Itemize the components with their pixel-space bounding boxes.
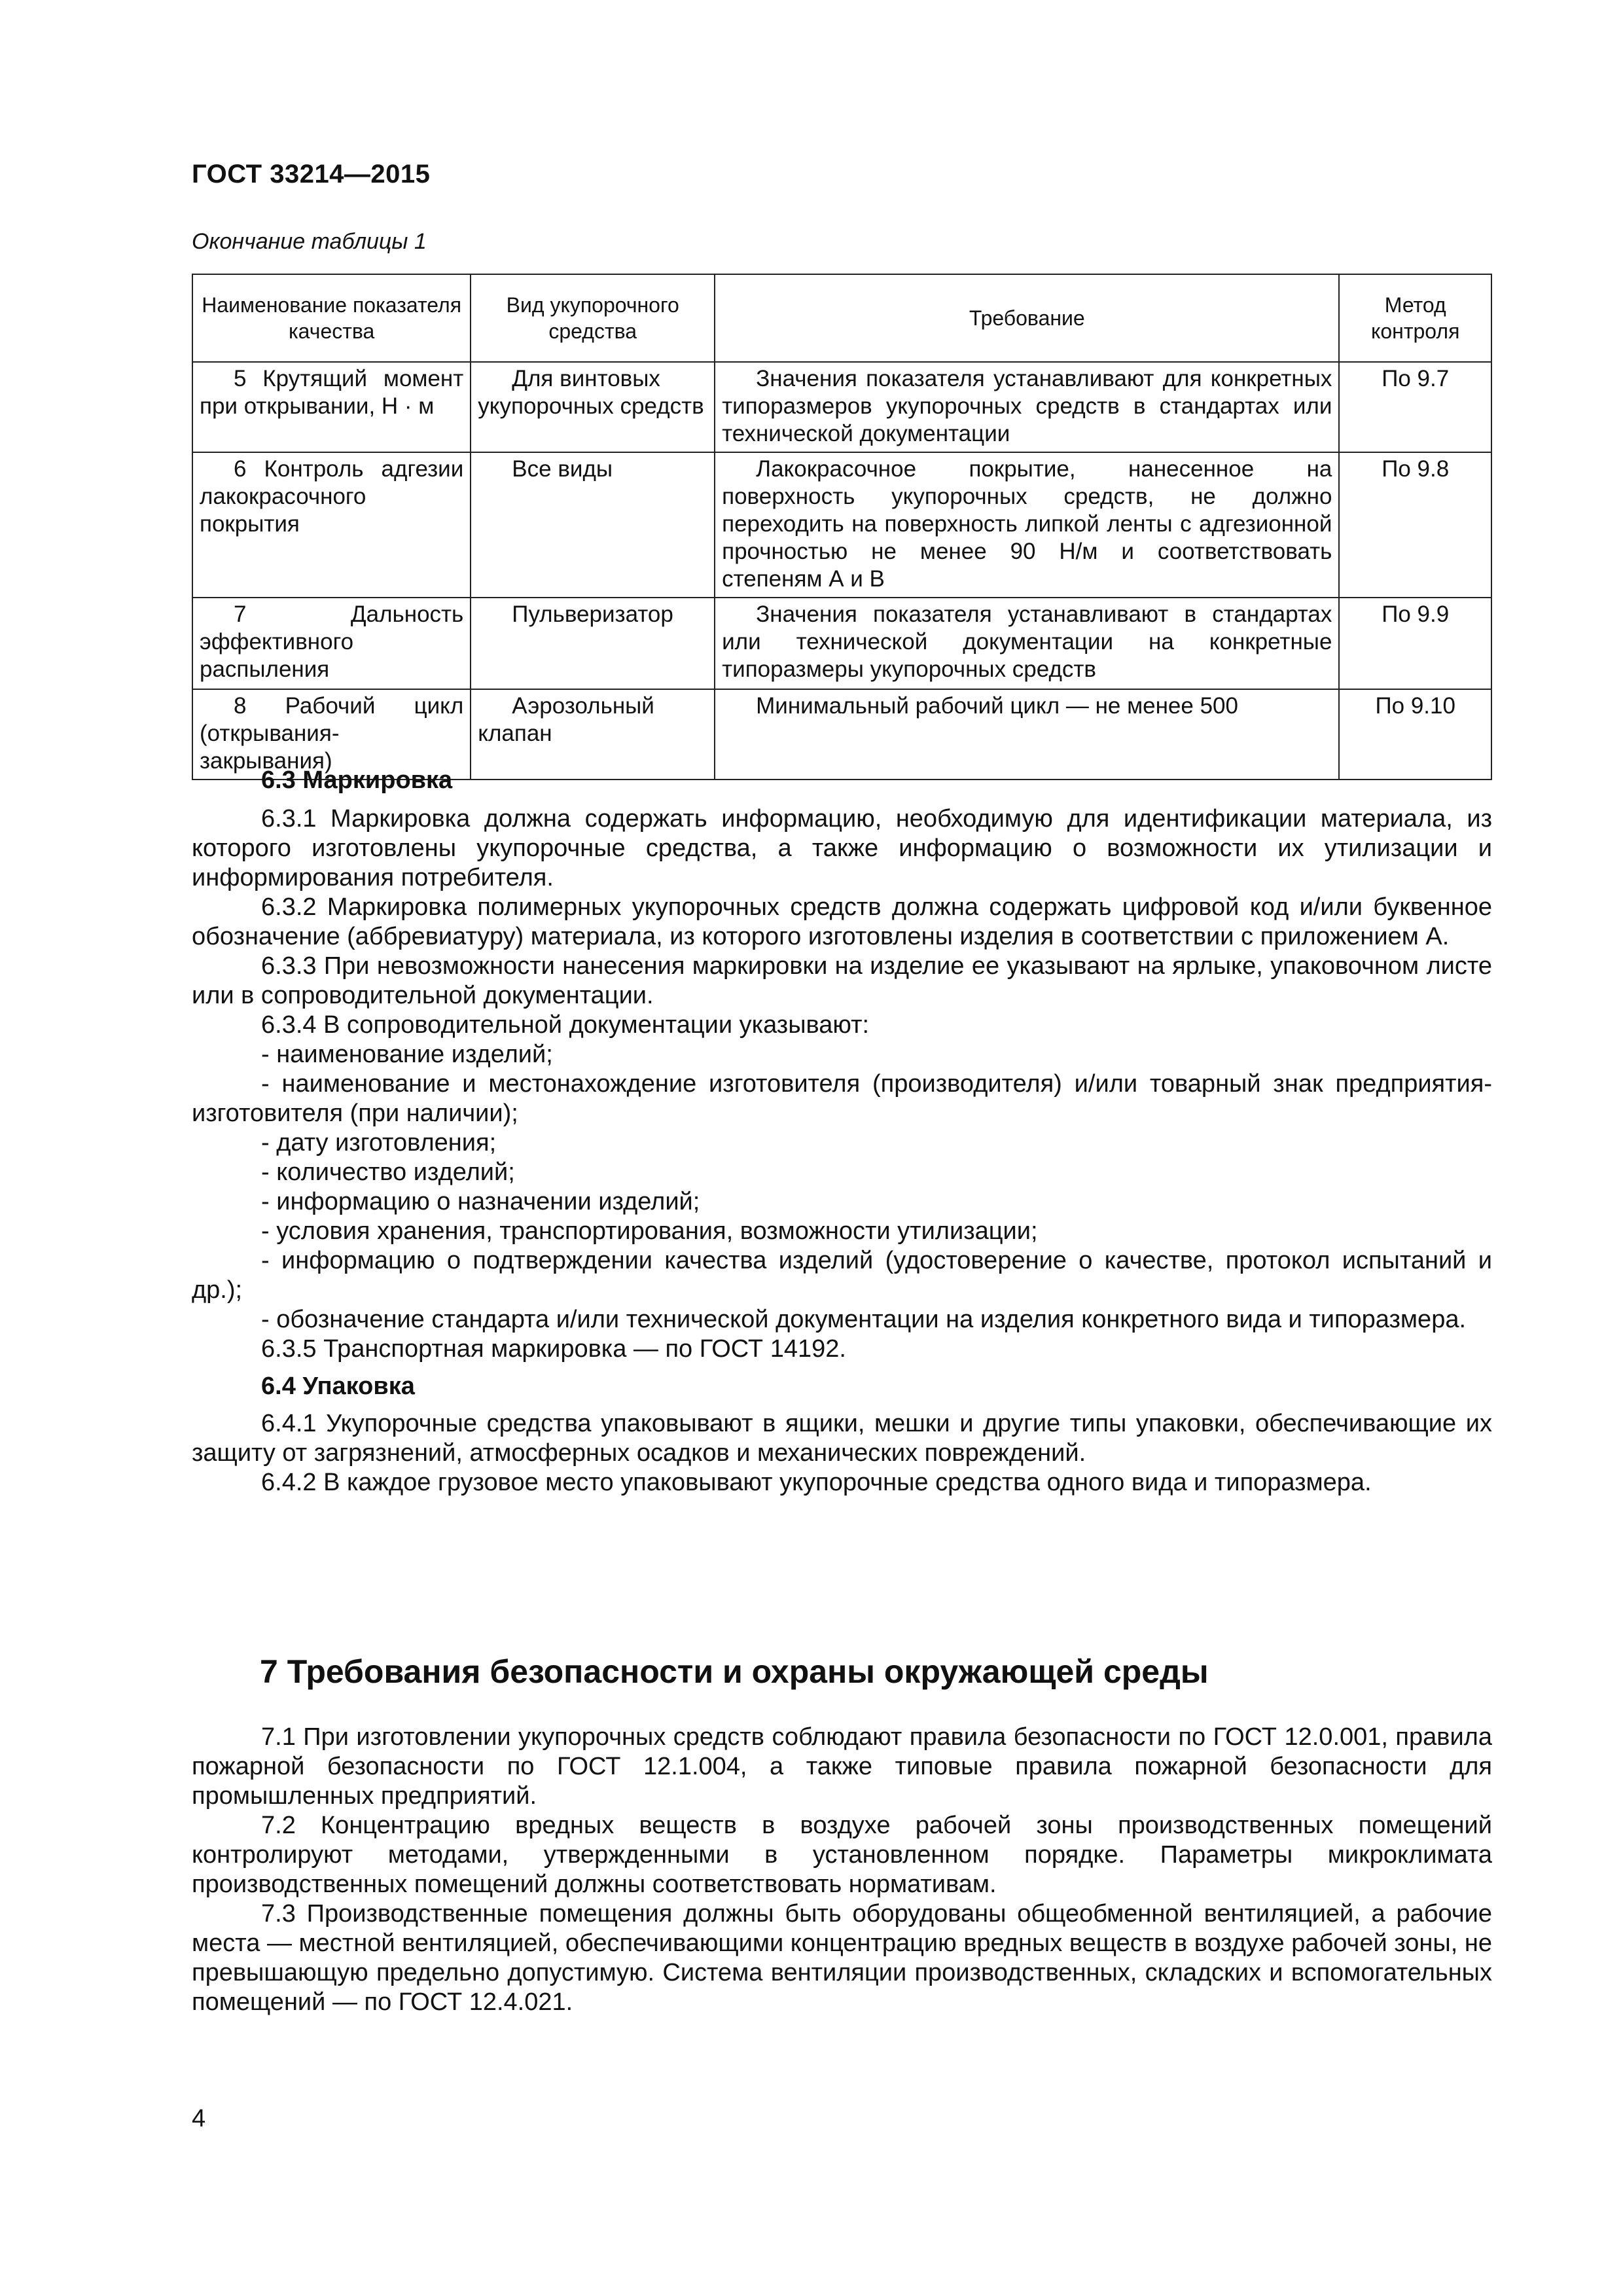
cell-indicator: 7 Дальность эффективного распыления xyxy=(192,598,471,689)
cell-indicator: 8 Рабочий цикл (открывания-закрывания) xyxy=(192,689,471,780)
cell-indicator: 6 Контроль адгезии лакокрасочного покрытия xyxy=(192,452,471,598)
cell-method: По 9.8 xyxy=(1339,452,1491,598)
section-title: 6.3 Маркировка xyxy=(261,766,453,794)
column-header-method: Метод контроля xyxy=(1339,274,1491,362)
paragraph: 6.4.2 В каждое грузовое место упаковывают укупорочные средства одного вида и типоразмера. xyxy=(261,1469,1372,1496)
section-7 xyxy=(192,1723,1492,2017)
table-row xyxy=(192,362,1491,452)
column-header-indicator: Наименование показателя качества xyxy=(192,274,471,362)
cell-method: По 9.10 xyxy=(1339,689,1491,780)
cell-type: Все виды xyxy=(471,452,715,598)
column-header-requirement: Требование xyxy=(715,274,1339,362)
paragraph: 7.1 При изготовлении укупорочных средств соблюдают правила безопасности по ГОСТ 12.0.001, правила пожарной безопасности по ГОСТ 12.1.004, а также типовые правила пожарной безопасности для промышленных предприятий. xyxy=(192,1723,1492,1810)
paragraph: 7.2 Концентрацию вредных веществ в воздухе рабочей зоны производственных помещений контролируют методами, утвержденными в установленном порядке. Параметры микроклимата производственных помещений должны соответствовать нормативам. xyxy=(192,1812,1492,1898)
paragraph: 6.4.1 Укупорочные средства упаковывают в ящики, мешки и другие типы упаковки, обеспечивающие их защиту от загрязнений, атмосферных осадков и механических повреждений. xyxy=(192,1410,1492,1467)
list-item: - количество изделий; xyxy=(261,1158,515,1186)
list-item: - дату изготовления; xyxy=(261,1129,497,1157)
list-item: - информацию о назначении изделий; xyxy=(261,1188,700,1215)
column-header-type: Вид укупорочного средства xyxy=(471,274,715,362)
list-item: - информацию о подтверждении качества изделий (удостоверение о качестве, протокол испытаний и др.); xyxy=(192,1247,1492,1304)
cell-method: По 9.9 xyxy=(1339,598,1491,689)
list-item: - обозначение стандарта и/или технической документации на изделия конкретного вида и типоразмера. xyxy=(261,1306,1467,1333)
table-row xyxy=(192,452,1491,598)
paragraph: 6.3.1 Маркировка должна содержать информацию, необходимую для идентификации материала, из которого изготовлены укупорочные средства, а также информацию о возможности их утилизации и информирования потребителя. xyxy=(192,805,1492,891)
section-title: 6.4 Упаковка xyxy=(261,1372,415,1400)
list-item: - наименование и местонахождение изготовителя (производителя) и/или товарный знак предприятия-изготовителя (при наличии); xyxy=(192,1070,1492,1127)
paragraph: 6.3.5 Транспортная маркировка — по ГОСТ 14192. xyxy=(261,1335,846,1363)
requirements-table xyxy=(192,274,1492,780)
cell-requirement: Значения показателя устанавливают для конкретных типоразмеров укупорочных средств в стандартах или технической документации xyxy=(715,362,1339,452)
page-number: 4 xyxy=(192,2105,206,2132)
paragraph: 6.3.3 При невозможности нанесения маркировки на изделие ее указывают на ярлыке, упаковочном листе или в сопроводительной документации. xyxy=(192,952,1492,1009)
cell-type: Для винтовых укупорочных средств xyxy=(471,362,715,452)
table-caption: Окончание таблицы 1 xyxy=(192,229,427,254)
paragraph: 6.3.4 В сопроводительной документации указывают: xyxy=(261,1011,870,1039)
document-header: ГОСТ 33214—2015 xyxy=(192,160,431,188)
table-header-row xyxy=(192,274,1491,362)
cell-method: По 9.7 xyxy=(1339,362,1491,452)
cell-requirement: Значения показателя устанавливают в стандартах или технической документации на конкретные типоразмеры укупорочных средств xyxy=(715,598,1339,689)
table-row xyxy=(192,598,1491,689)
list-item: - наименование изделий; xyxy=(261,1041,553,1068)
paragraph: 6.3.2 Маркировка полимерных укупорочных средств должна содержать цифровой код и/или буквенное обозначение (аббревиатуру) материала, из которого изготовлены изделия в соответствии с приложением А. xyxy=(192,893,1492,950)
cell-type: Аэрозольный клапан xyxy=(471,689,715,780)
cell-type: Пульверизатор xyxy=(471,598,715,689)
chapter-title: 7 Требования безопасности и охраны окружающей среды xyxy=(260,1653,1209,1690)
list-item: - условия хранения, транспортирования, возможности утилизации; xyxy=(261,1217,1038,1245)
paragraph: 7.3 Производственные помещения должны быть оборудованы общеобменной вентиляцией, а рабочие места — местной вентиляцией, обеспечивающими концентрацию вредных веществ в воздухе рабочей зоны, не превышающую предельно допустимую. Система вентиляции производственных, складских и вспомогательных помещений — по ГОСТ 12.4.021. xyxy=(192,1900,1492,2016)
cell-requirement: Минимальный рабочий цикл — не менее 500 xyxy=(715,689,1339,780)
section-6-3 xyxy=(192,766,1492,1498)
cell-requirement: Лакокрасочное покрытие, нанесенное на поверхность укупорочных средств, не должно переходить на поверхность липкой ленты с адгезионной прочностью не менее 90 Н/м и соответствовать степеням А и В xyxy=(715,452,1339,598)
cell-indicator: 5 Крутящий момент при открывании, Н · м xyxy=(192,362,471,452)
